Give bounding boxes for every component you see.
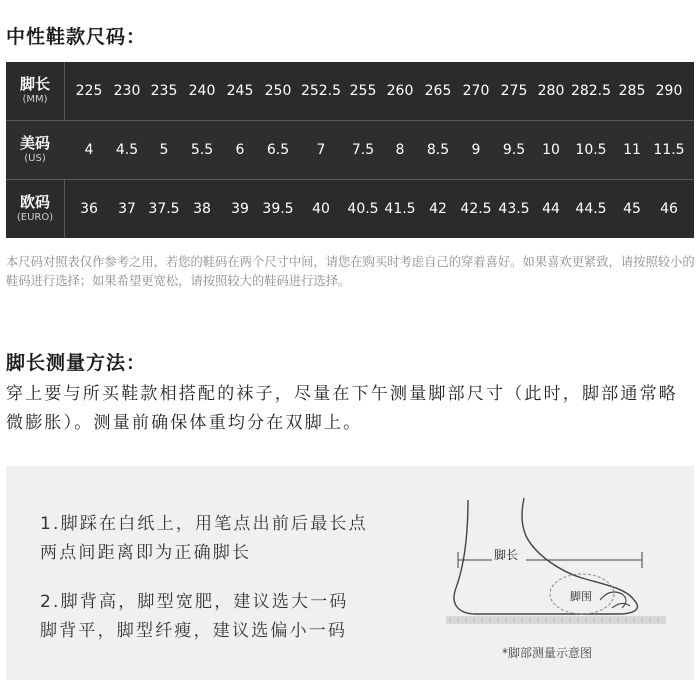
figure-caption: *脚部测量示意图 [502,646,593,660]
table-cell: 8 [395,142,405,158]
table-cell: 265 [424,83,452,99]
table-cell: 46 [660,201,678,217]
measure-title: 脚长测量方法： [6,352,147,374]
tip-2 [40,588,349,646]
tip-2-line-2: 脚背平，脚型纤瘦，建议选偏小一码 [40,621,348,641]
size-chart-title: 中性鞋款尺码： [6,26,147,48]
table-cell: 11 [623,142,641,158]
row-header [6,62,64,120]
table-cell: 270 [462,83,490,99]
table-cell: 282.5 [570,83,612,99]
table-cell: 6.5 [266,142,290,158]
table-cell: 260 [386,83,414,99]
table-row [6,62,694,120]
table-cell: 42.5 [460,201,492,217]
measure-intro: 穿上要与所买鞋款相搭配的袜子，尽量在下午测量脚部尺寸（此时，脚部通常略微膨胀）。测量前确保体重均分在双脚上。 [6,384,678,433]
row-header-name: 脚长 [19,75,50,93]
table-cell: 280 [537,83,565,99]
table-cell: 240 [188,83,216,99]
table-cell: 4.5 [115,142,139,158]
measure-tips-panel [6,466,694,680]
table-cell: 7 [316,142,326,158]
table-cell: 5.5 [190,142,214,158]
table-cell: 8.5 [426,142,450,158]
table-cell: 39.5 [262,201,294,217]
length-label: 脚长 [494,548,519,562]
table-cell: 11.5 [653,142,685,158]
table-row [6,121,694,179]
table-cell: 39 [231,201,249,217]
table-cell: 36 [80,201,98,217]
tip-1-line-1: 1.脚踩在白纸上，用笔点出前后最长点 [40,514,368,534]
girth-label: 脚围 [570,590,592,603]
row-header [6,121,64,179]
table-cell: 44.5 [575,201,607,217]
row-cells [64,180,694,238]
table-cell: 252.5 [300,83,342,99]
table-cell: 290 [655,83,683,99]
table-cell: 40.5 [347,201,379,217]
foot-measurement-illustration [442,496,672,642]
table-cell: 7.5 [351,142,375,158]
table-cell: 5 [159,142,169,158]
table-cell: 275 [500,83,528,99]
table-cell: 43.5 [498,201,530,217]
table-cell: 44 [542,201,560,217]
table-cell: 4 [84,142,94,158]
size-note: 本尺码对照表仅作参考之用，若您的鞋码在两个尺寸中间，请您在购买时考虑自己的穿着喜好。如果喜欢更紧致，请按照较小的鞋码进行选择；如果希望更宽松，请按照较大的鞋码进行选择。 [6,255,695,288]
table-cell: 250 [264,83,292,99]
table-cell: 285 [618,83,646,99]
foot-outline [454,498,637,614]
table-cell: 42 [429,201,447,217]
table-row [6,180,694,238]
table-cell: 225 [75,83,103,99]
table-cell: 235 [150,83,178,99]
table-cell: 245 [226,83,254,99]
row-header-unit: (EURO) [16,212,54,223]
table-cell: 37.5 [148,201,180,217]
table-cell: 6 [235,142,245,158]
table-cell: 10 [542,142,560,158]
table-cell: 9.5 [502,142,526,158]
toe-outline [612,603,630,608]
row-cells [64,121,694,179]
table-cell: 10.5 [575,142,607,158]
table-cell: 40 [312,201,330,217]
row-header-unit: (US) [24,153,46,164]
table-cell: 230 [113,83,141,99]
tip-2-line-1: 2.脚背高，脚型宽肥，建议选大一码 [40,592,349,612]
table-cell: 45 [623,201,641,217]
tip-1 [40,510,368,568]
size-table [6,62,694,238]
row-header-unit: (MM) [22,94,48,105]
row-header-name: 美码 [19,134,50,152]
paper-strip [446,616,666,624]
table-cell: 9 [471,142,481,158]
tip-1-line-2: 两点间距离即为正确脚长 [40,543,252,563]
table-cell: 41.5 [384,201,416,217]
table-cell: 38 [193,201,211,217]
row-header [6,180,64,238]
row-header-name: 欧码 [19,193,50,211]
table-cell: 255 [349,83,377,99]
table-cell: 37 [118,201,136,217]
row-cells [64,62,694,120]
